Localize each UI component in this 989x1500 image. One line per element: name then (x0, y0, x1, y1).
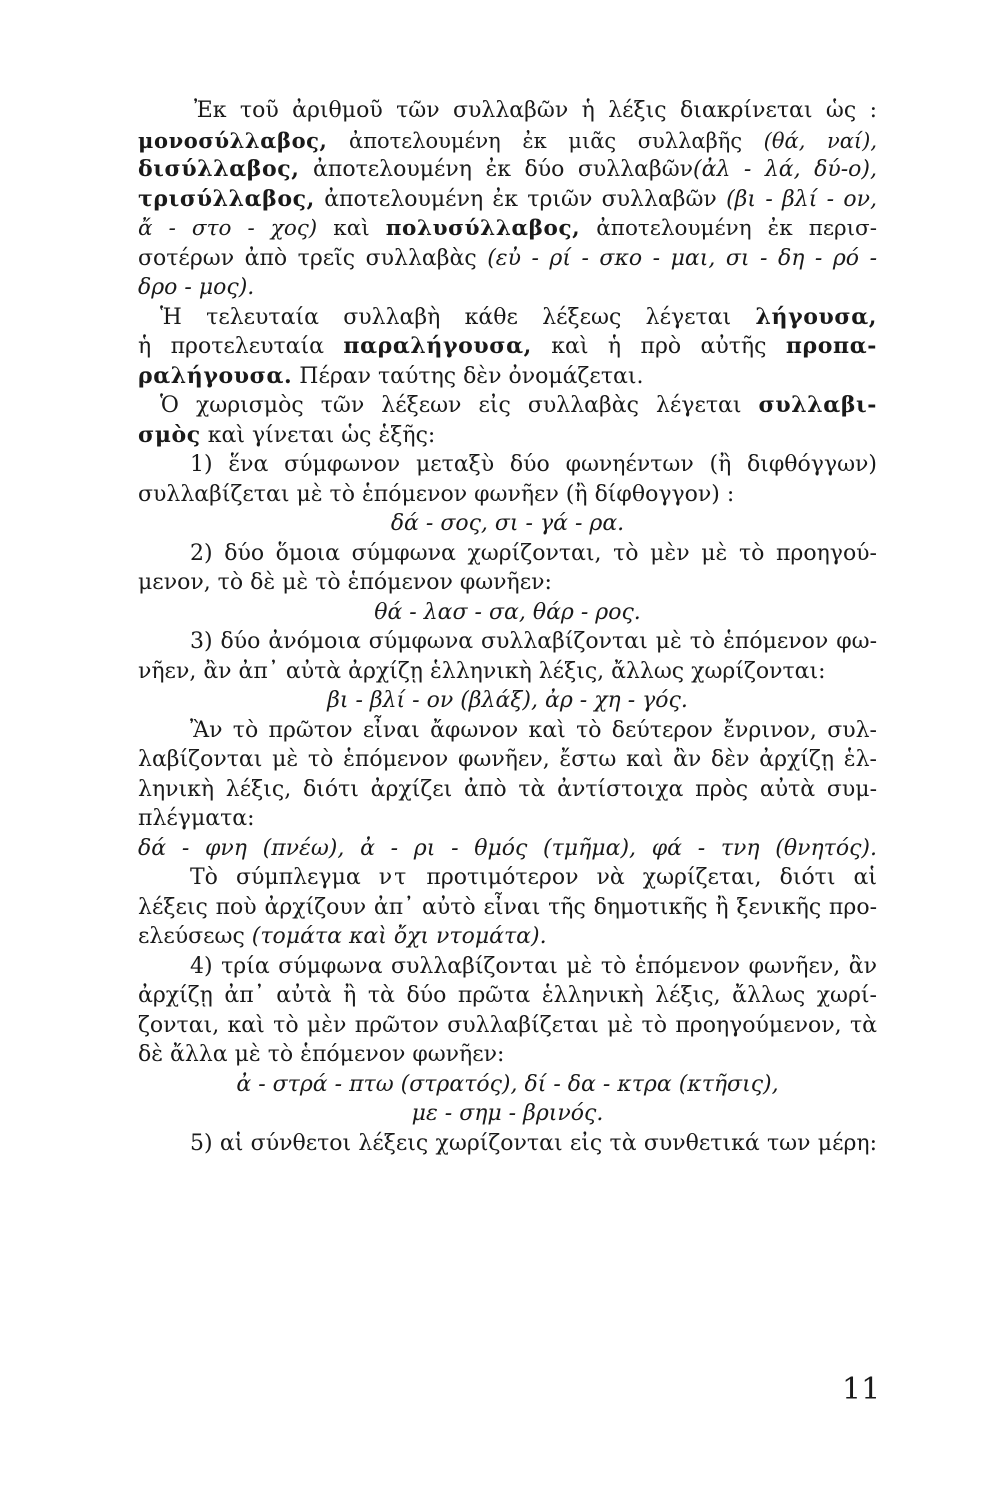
term-trisyllabic: τρισύλλαβος, (138, 185, 315, 212)
rule-text: 3) δύο ἀνόμοια σύμφωνα συλλαβίζονται μὲ τὸ ἑπόμενον φω- (190, 629, 877, 654)
rule-text: δὲ ἄλλα μὲ τὸ ἑπόμενον φωνῆεν: (138, 1042, 505, 1067)
text: καὶ ἡ πρὸ αὐτῆς (531, 334, 786, 359)
page-number: 11 (842, 1372, 881, 1407)
rule-text: λαβίζονται μὲ τὸ ἑπόμενον φωνῆεν, ἔστω καὶ ἂν δὲν ἀρχίζῃ ἑλ- (138, 747, 877, 772)
rule-text: νῆεν, ἂν ἀπ᾿ αὐτὰ ἀρχίζῃ ἑλληνικὴ λέξις, ἄλλως χωρίζονται: (138, 658, 826, 684)
rule-text: 1) ἕνα σύμφωνον μεταξὺ δύο φωνηέντων (ἢ διφθόγγων) (190, 452, 877, 477)
rule-text: συλλαβίζεται μὲ τὸ ἑπόμενον φωνῆεν (ἢ δίφθογγον) : (138, 481, 735, 507)
rule-text: ληνικὴ λέξις, διότι ἀρχίζει ἀπὸ τὰ ἀντίστοιχα πρὸς αὐτὰ συμ- (138, 776, 877, 802)
text-line (138, 627, 877, 657)
example: (ἀλ - λά, δύ-ο), (693, 157, 877, 182)
text: καὶ (317, 216, 386, 241)
text-line (138, 391, 877, 421)
text-line (138, 214, 877, 244)
text-line (138, 893, 877, 923)
text-line (138, 539, 877, 569)
example: (θά, ναί), (763, 128, 877, 153)
text-line (138, 303, 877, 333)
rule-text: ἀρχίζῃ ἀπ᾿ αὐτὰ ἢ τὰ δύο πρῶτα ἑλληνικὴ λέξις, ἄλλως χωρί- (138, 983, 877, 1008)
text-line (138, 952, 877, 982)
example-line (138, 686, 877, 716)
text-line (138, 1040, 877, 1070)
text-line (138, 922, 877, 952)
text: ἡ προτελευταία (138, 334, 344, 359)
text: ἀποτελουμένη ἐκ περισ- (580, 216, 877, 241)
text-line (138, 863, 877, 893)
term-penultimate: παραλήγουσα, (343, 333, 532, 359)
term-antepenultimate: προπα- (785, 333, 877, 359)
term-syllabification: σμὸς (138, 421, 201, 448)
text-line (138, 480, 877, 510)
example: (βι - βλί - ον, (726, 186, 877, 212)
example: ἄ - στο - χος) (138, 216, 318, 241)
text: Ὁ χωρισμὸς τῶν λέξεων εἰς συλλαβὰς λέγεται (160, 393, 759, 418)
example-line (138, 834, 877, 864)
text-line (138, 126, 877, 156)
example-line (138, 598, 877, 628)
rule-text: ζονται, καὶ τὸ μὲν πρῶτον συλλαβίζεται μὲ τὸ προηγούμενον, τὰ (138, 1012, 877, 1038)
example: βι - βλί - ον (βλάξ), ἀρ - χη - γός. (327, 688, 688, 713)
example-line (138, 509, 877, 539)
rule-text: Τὸ σύμπλεγμα (190, 865, 379, 890)
text-line (138, 185, 877, 215)
example: δά - σος, σι - γά - ρα. (390, 511, 625, 536)
text: Πέραν ταύτης δὲν ὀνομάζεται. (292, 363, 644, 389)
text: σοτέρων ἀπὸ τρεῖς συλλαβὰς (138, 245, 488, 271)
rule-text: 2) δύο ὅμοια σύμφωνα χωρίζονται, τὸ μὲν μὲ τὸ προηγού- (190, 540, 877, 566)
example: με - σημ - βρινός. (411, 1101, 604, 1126)
text-line (138, 804, 877, 834)
rule-text: μενον, τὸ δὲ μὲ τὸ ἑπόμενον φωνῆεν: (138, 570, 552, 595)
cluster-nt: ντ (378, 865, 409, 890)
rule-text: 5) αἱ σύνθετοι λέξεις χωρίζονται εἰς τὰ συνθετικά των μέρη: (190, 1130, 877, 1156)
text-line (138, 273, 877, 303)
text: ἀποτελουμένη ἐκ δύο συλλαβῶν (299, 157, 694, 182)
term-antepenultimate: ραλήγουσα. (138, 362, 293, 389)
text-line (138, 568, 877, 598)
term-disyllabic: δισύλλαβος, (138, 156, 300, 182)
rule-text: 4) τρία σύμφωνα συλλαβίζονται μὲ τὸ ἑπόμενον φωνῆεν, ἂν (190, 953, 877, 979)
text-line (138, 332, 877, 362)
text-line (138, 244, 877, 274)
text-line (138, 96, 877, 126)
text-line (138, 657, 877, 687)
text: Ἡ τελευταία συλλαβὴ κάθε λέξεως λέγεται (160, 304, 756, 330)
text-line (138, 981, 877, 1011)
rule-text: Ἂν τὸ πρῶτον εἶναι ἄφωνον καὶ τὸ δεύτερον ἔνρινον, συλ- (190, 717, 877, 743)
text-line (138, 745, 877, 775)
example: (εὐ - ρί - σκο - μαι, σι - δη - ρό - (487, 245, 877, 271)
text-line (138, 362, 877, 392)
example: δρο - μος). (138, 275, 255, 300)
example: (τομάτα καὶ ὄχι ντομάτα). (251, 924, 547, 949)
text: ἀποτελουμένη ἐκ τριῶν συλλαβῶν (314, 186, 727, 212)
text: Ἐκ τοῦ ἀριθμοῦ τῶν συλλαβῶν ἡ λέξις διακρίνεται ὡς : (194, 98, 877, 123)
text-line (138, 421, 877, 451)
term-monosyllabic: μονοσύλλαβος, (138, 127, 328, 153)
rule-text: ελεύσεως (138, 924, 252, 949)
text: καὶ γίνεται ὡς ἑξῆς: (200, 422, 436, 448)
example-line (138, 1070, 877, 1100)
rule-text: πλέγματα: (138, 806, 255, 831)
text-line (138, 1129, 877, 1159)
term-syllabification: συλλαβι- (758, 392, 877, 418)
term-polysyllabic: πολυσύλλαβος, (385, 216, 581, 241)
example-line (138, 1099, 877, 1129)
text-line (138, 450, 877, 480)
text-line (138, 1011, 877, 1041)
example: θά - λασ - σα, θάρ - ρος. (374, 599, 641, 625)
text-line (138, 775, 877, 805)
term-ultimate: λήγουσα, (755, 303, 877, 330)
example: δά - φνη (πνέω), ἀ - ρι - θμός (τμῆμα), φά - τνη (θνητός). (138, 835, 877, 861)
rule-text: λέξεις ποὺ ἀρχίζουν ἀπ᾿ αὐτὸ εἶναι τῆς δημοτικῆς ἢ ξενικῆς προ- (138, 894, 877, 920)
text-line (138, 716, 877, 746)
text: ἀποτελουμένη ἐκ μιᾶς συλλαβῆς (327, 128, 764, 153)
text-line (138, 155, 877, 185)
rule-text: προτιμότερον νὰ χωρίζεται, διότι αἱ (408, 865, 877, 890)
example: ἀ - στρά - πτω (στρατός), δί - δα - κτρα (κτῆσις), (236, 1071, 779, 1097)
